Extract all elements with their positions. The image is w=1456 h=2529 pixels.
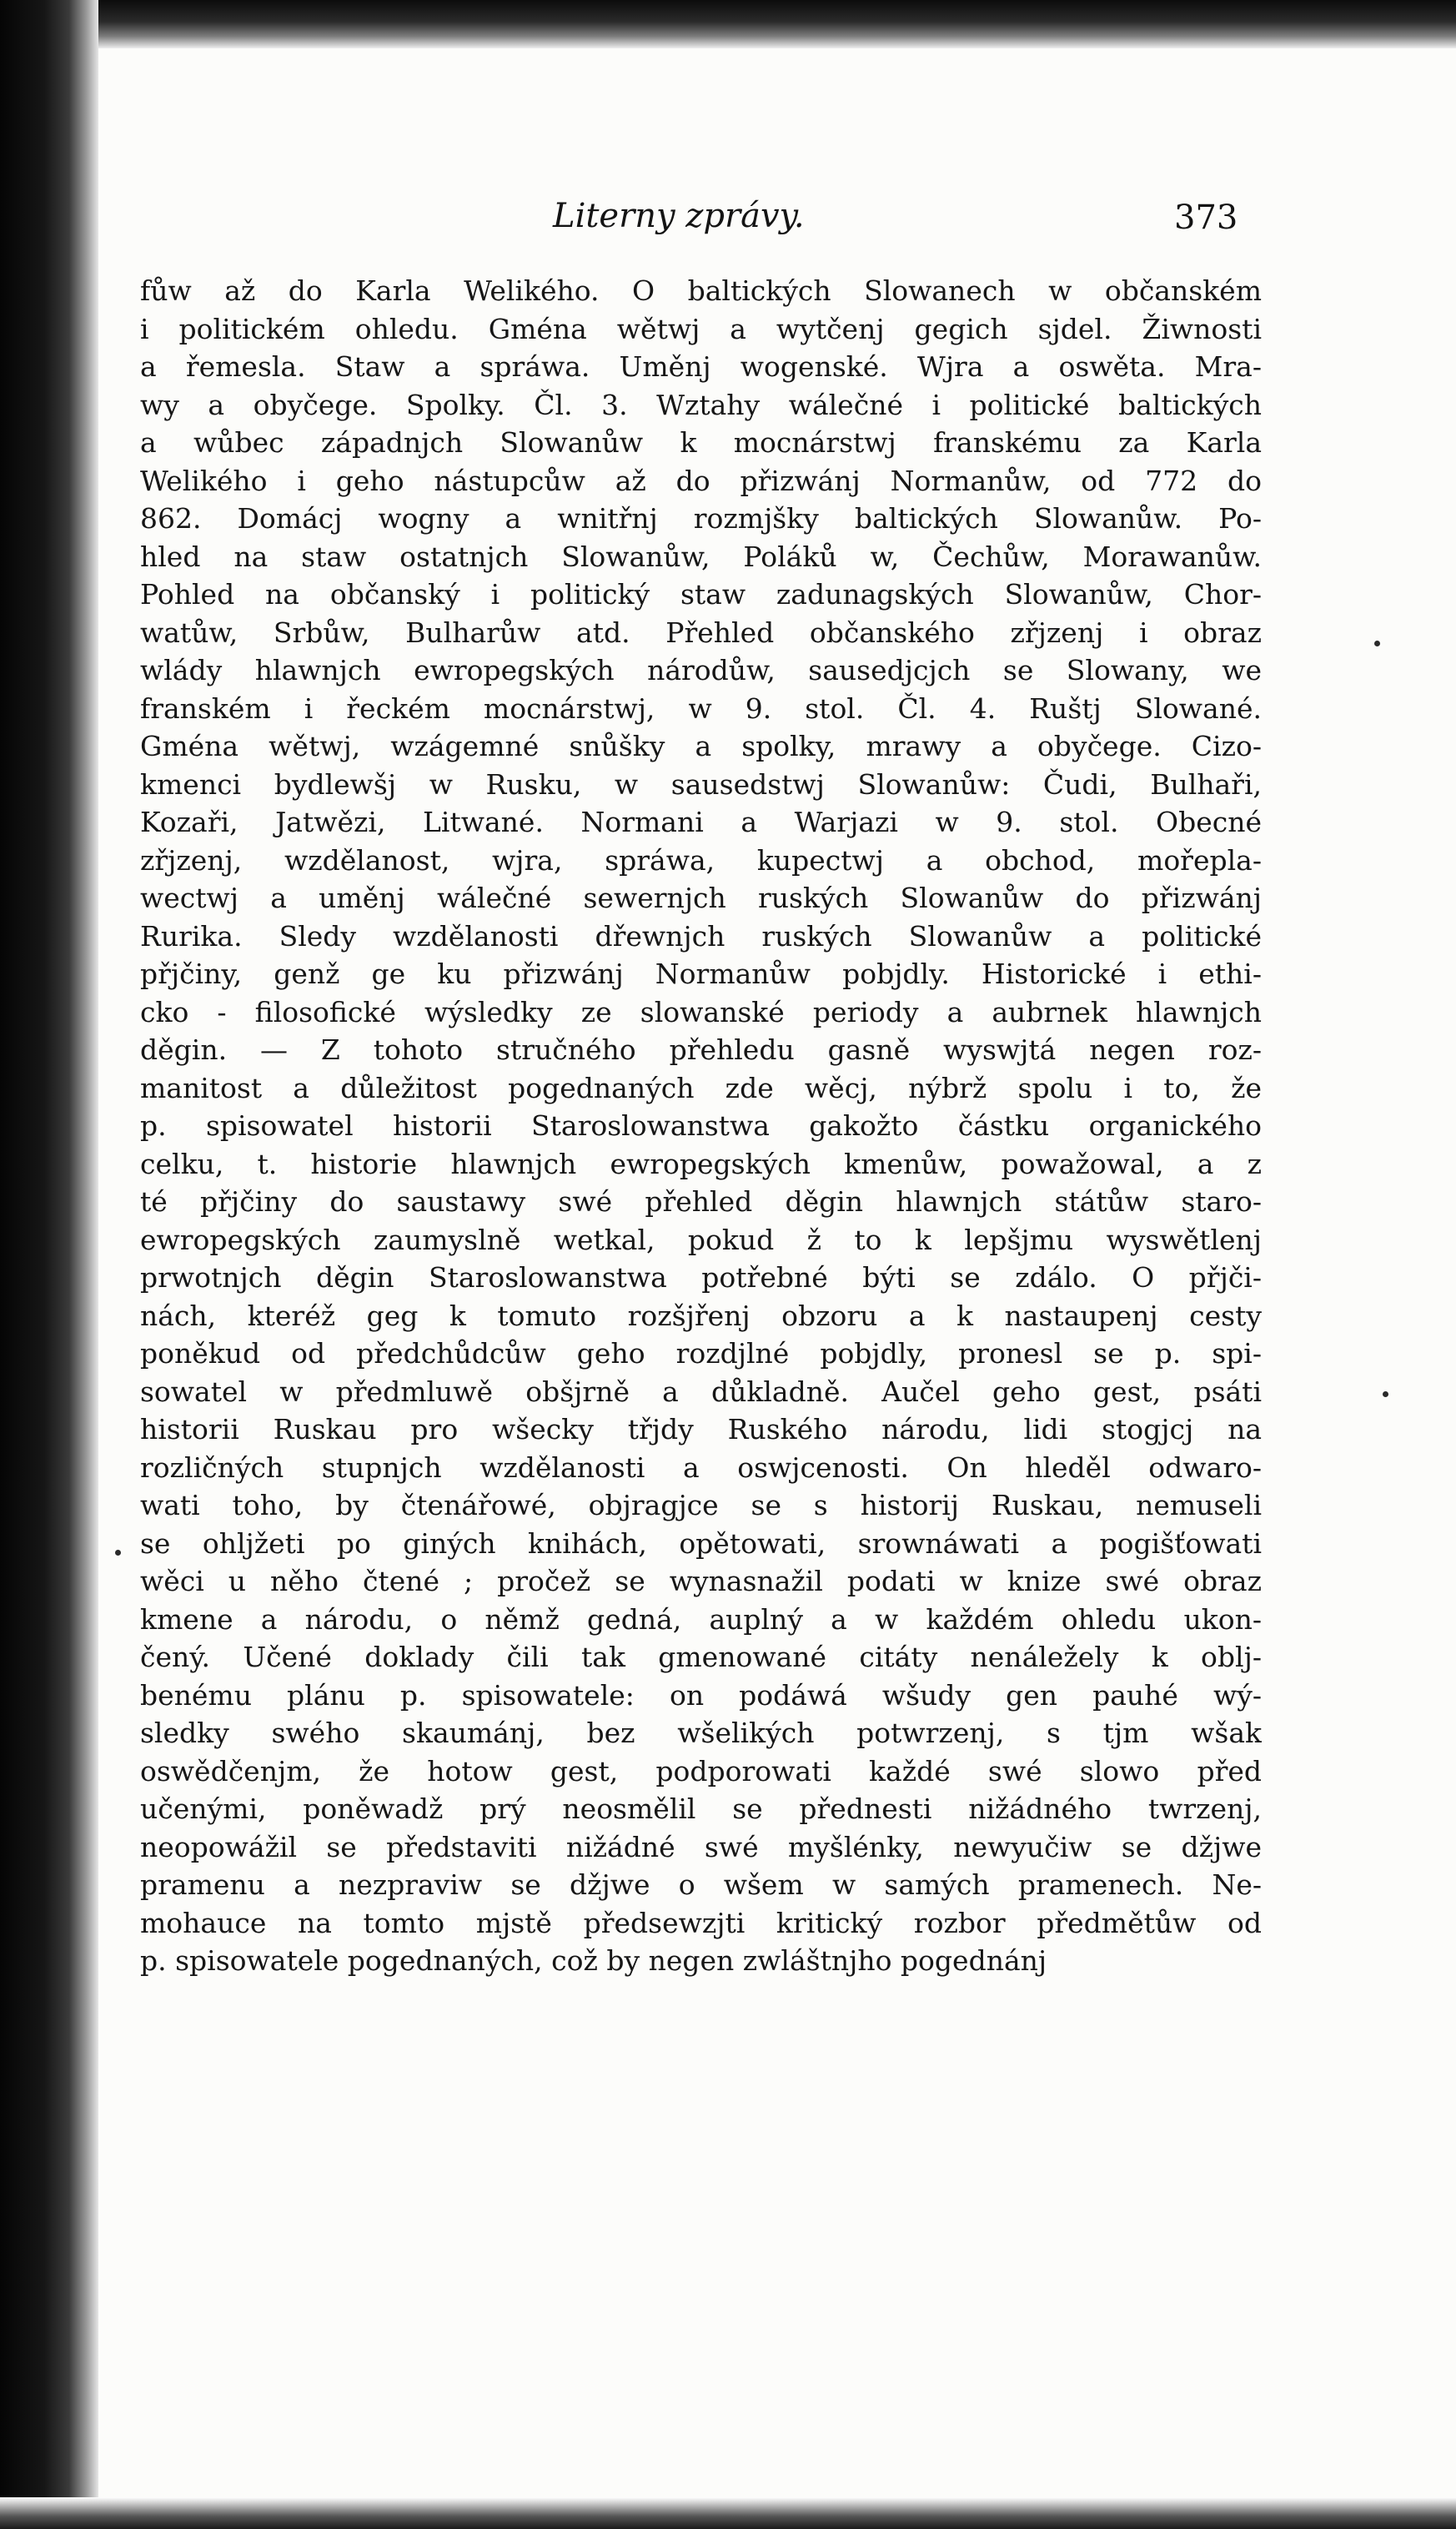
paper-speck bbox=[1383, 1391, 1388, 1397]
paper-speck bbox=[115, 1550, 121, 1556]
text-line: sledky swého skaumánj, bez wšelikých potwrzenj, s tjm wšak bbox=[140, 1717, 1262, 1749]
text-line: historii Ruskau pro wšecky třjdy Ruského národu, lidi stogjcj na bbox=[140, 1413, 1262, 1446]
scan-top-edge bbox=[98, 0, 1456, 48]
text-line: p. spisowatele pogednaných, což by negen zwláštnjho pogednánj bbox=[140, 1944, 1047, 1977]
scan-left-edge bbox=[0, 0, 98, 2529]
text-line: i politickém ohledu. Gména wětwj a wytčenj gegich sjdel. Žiwnosti bbox=[140, 312, 1262, 345]
text-line: p. spisowatel historii Staroslowanstwa gakožto částku organického bbox=[140, 1109, 1262, 1142]
text-line: oswědčenjm, že hotow gest, podporowati každé swé slowo před bbox=[140, 1754, 1262, 1787]
text-line: hled na staw ostatnjch Slowanůw, Poláků w, Čechůw, Morawanůw. bbox=[140, 540, 1262, 573]
text-line: watůw, Srbůw, Bulharůw atd. Přehled občanského zřjzenj i obraz bbox=[140, 616, 1262, 649]
text-line: franském i řeckém mocnárstwj, w 9. stol. Čl. 4. Ruštj Slowané. bbox=[140, 691, 1262, 725]
text-line: přjčiny, genž ge ku přizwánj Normanůw pobjdly. Historické i ethi- bbox=[140, 958, 1262, 990]
text-line: mohauce na tomto mjstě předsewzjti kritický rozbor předmětůw od bbox=[140, 1906, 1262, 1939]
text-line: poněkud od předchůdcůw geho rozdjlné pobjdly, pronesl se p. spi- bbox=[140, 1337, 1262, 1370]
text-line: se ohljžeti po giných knihách, opětowati, srownáwati a pogišťowati bbox=[140, 1526, 1262, 1560]
text-line: Pohled na občanský i politický staw zadunagských Slowanůw, Chor- bbox=[140, 578, 1262, 611]
text-line: 862. Domácj wogny a wnitřnj rozmjšky baltických Slowanůw. Po- bbox=[140, 502, 1262, 535]
text-line: Kozaři, Jatwězi, Litwané. Normani a Warjazi w 9. stol. Obecné bbox=[140, 806, 1262, 838]
text-line: zřjzenj, wzdělanost, wjra, spráwa, kupectwj a obchod, mořepla- bbox=[140, 843, 1262, 877]
text-line: cko - filosofické wýsledky ze slowanské periody a aubrnek hlawnjch bbox=[140, 995, 1262, 1028]
text-line: wectwj a uměnj wálečné sewernjch ruských Slowanůw do přizwánj bbox=[140, 882, 1262, 914]
text-line: sowatel w předmluwě obšjrně a důkladně. Aučel geho gest, psáti bbox=[140, 1375, 1262, 1408]
book-page bbox=[98, 48, 1456, 2497]
text-line: Welikého i geho nástupcůw až do přizwánj Normanůw, od 772 do bbox=[140, 464, 1262, 497]
page-number: 373 bbox=[1174, 199, 1238, 237]
text-line: Gména wětwj, wzágemné snůšky a spolky, mrawy a obyčege. Cizo- bbox=[140, 730, 1262, 762]
page-header bbox=[98, 197, 1456, 264]
text-line: fůw až do Karla Welikého. O baltických Slowanech w občanském bbox=[140, 274, 1262, 307]
text-line: neopowážil se představiti nižádné swé myšlénky, newyučiw se džjwe bbox=[140, 1830, 1262, 1863]
text-line: kmene a národu, o němž gedná, auplný a w každém ohledu ukon- bbox=[140, 1602, 1262, 1636]
text-line: wlády hlawnjch ewropegských národůw, sausedjcjch se Slowany, we bbox=[140, 654, 1262, 686]
text-line: nách, kteréž geg k tomuto rozšjřenj obzoru a k nastaupenj cesty bbox=[140, 1299, 1262, 1332]
text-line: manitost a důležitost pogednaných zde wěcj, nýbrž spolu i to, že bbox=[140, 1071, 1262, 1104]
text-line: pramenu a nezpraviw se džjwe o wšem w samých pramenech. Ne- bbox=[140, 1868, 1262, 1901]
running-title: Literny zprávy. bbox=[553, 197, 805, 235]
scan-bottom-edge bbox=[0, 2497, 1456, 2529]
text-line: děgin. — Z tohoto stručného přehledu gasně wyswjtá negen roz- bbox=[140, 1033, 1262, 1066]
text-line: prwotnjch děgin Staroslowanstwa potřebné býti se zdálo. O přjči- bbox=[140, 1261, 1262, 1294]
text-line: Rurika. Sledy wzdělanosti dřewnjch ruských Slowanůw a politické bbox=[140, 919, 1262, 953]
text-line: benému plánu p. spisowatele: on podáwá wšudy gen pauhé wý- bbox=[140, 1678, 1262, 1712]
text-line: a wůbec západnjch Slowanůw k mocnárstwj franskému za Karla bbox=[140, 426, 1262, 459]
paper-speck bbox=[1374, 641, 1380, 646]
text-line: celku, t. historie hlawnjch ewropegských kmenůw, powažowal, a z bbox=[140, 1147, 1262, 1180]
text-line: wati toho, by čtenářowé, objragjce se s historij Ruskau, nemuseli bbox=[140, 1489, 1262, 1521]
text-line: čený. Učené doklady čili tak gmenowané citáty nenáležely k oblj- bbox=[140, 1641, 1262, 1673]
text-line: wy a obyčege. Spolky. Čl. 3. Wztahy wálečné i politické baltických bbox=[140, 388, 1262, 421]
text-line: rozličných stupnjch wzdělanosti a oswjcenosti. On hleděl odwaro- bbox=[140, 1451, 1262, 1484]
body-text bbox=[140, 272, 1262, 1980]
text-line: wěci u něho čtené ; pročež se wynasnažil podati w knize swé obraz bbox=[140, 1565, 1262, 1597]
text-line: učenými, poněwadž prý neosmělil se přednesti nižádného twrzenj, bbox=[140, 1792, 1262, 1825]
text-line: té přjčiny do saustawy swé přehled děgin hlawnjch státůw staro- bbox=[140, 1185, 1262, 1218]
text-line: ewropegských zaumyslně wetkal, pokud ž to k lepšjmu wyswětlenj bbox=[140, 1223, 1262, 1256]
text-line: kmenci bydlewšj w Rusku, w sausedstwj Slowanůw: Čudi, Bulhaři, bbox=[140, 767, 1262, 801]
text-line: a řemesla. Staw a spráwa. Uměnj wogenské. Wjra a oswěta. Mra- bbox=[140, 350, 1262, 383]
